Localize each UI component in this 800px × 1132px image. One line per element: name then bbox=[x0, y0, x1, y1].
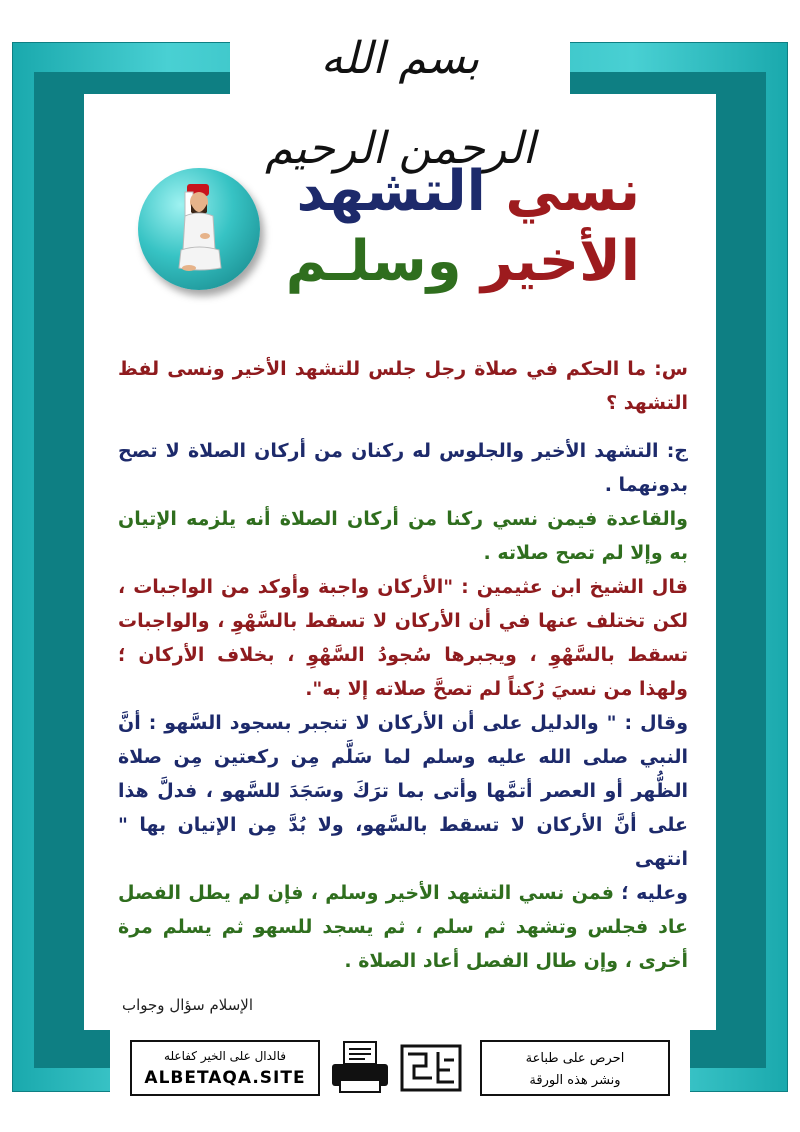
fatwa-body bbox=[118, 352, 688, 978]
title-word-nasiya: نسي bbox=[505, 159, 640, 224]
answer-paragraph-3: قال الشيخ ابن عثيمين : "الأركان واجبة وأوكد من الواجبات ، لكن تختلف عنها في أن الأركان لا تسقط بالسَّهْوِ ، والواجبات تسقط بالسَّهْوِ ، ويجبرها سُجودُ السَّهْوِ ، بخلاف الأركان ؛ ولهذا من نسيَ رُكناً لم تصحَّ صلاته إلا به". bbox=[118, 576, 688, 700]
source-citation: الإسلام سؤال وجواب bbox=[122, 996, 254, 1014]
seated-man-icon bbox=[169, 180, 229, 276]
title-word-sallam: وسلـم bbox=[285, 229, 462, 294]
footer-print-box bbox=[480, 1040, 670, 1096]
page-title bbox=[286, 158, 640, 298]
title-word-tashahhud: التشهد bbox=[296, 159, 486, 224]
footer-print-line1: احرص على طباعة bbox=[525, 1051, 625, 1066]
conclusion-text: فمن نسي التشهد الأخير وسلم ، فإن لم يطل الفصل عاد فجلس وتشهد ثم سلم ، ثم يسجد للسهو ثم يسلم مرة أخرى ، وإن طال الفصل أعاد الصلاة . bbox=[118, 882, 688, 972]
conclusion-lead: وعليه ؛ bbox=[621, 882, 688, 904]
title-line-1 bbox=[286, 158, 640, 226]
footer-print-line2: ونشر هذه الورقة bbox=[529, 1073, 621, 1088]
title-word-akhir: الأخير bbox=[481, 229, 640, 294]
printer-icon bbox=[328, 1040, 392, 1096]
dawah-logo bbox=[398, 1042, 464, 1094]
answer-paragraph-4: وقال : " والدليل على أن الأركان لا تنجبر بسجود السَّهو : أنَّ النبي صلى الله عليه وسلم لما سَلَّم مِن ركعتين مِن صلاة الظُّهر أو العصر أتمَّها وأتى بما ترَكَ وسَجَدَ للسَّهو ، فدلَّ هذا على أنَّ الأركان لا تسقط بالسَّهو، ولا بُدَّ مِن الإتيان بها " انتهى bbox=[118, 712, 688, 870]
answer-paragraph-2: والقاعدة فيمن نسي ركنا من أركان الصلاة أنه يلزمه الإتيان به وإلا لم تصح صلاته . bbox=[118, 508, 688, 564]
answer-paragraph-5 bbox=[118, 876, 688, 978]
footer-site-url[interactable]: ALBETAQA.SITE bbox=[144, 1068, 306, 1088]
footer-hadith-text: فالدال على الخير كفاعله bbox=[164, 1049, 286, 1063]
title-line-2 bbox=[286, 226, 640, 298]
footer-site-box bbox=[130, 1040, 320, 1096]
question-text: س: ما الحكم في صلاة رجل جلس للتشهد الأخير ونسى لفظ التشهد ؟ bbox=[118, 358, 688, 414]
basmala-calligraphy: بسم الله الرحمن الرحيم bbox=[265, 33, 535, 174]
answer-paragraph-1: ج: التشهد الأخير والجلوس له ركنان من أركان الصلاة لا تصح بدونهما . bbox=[118, 440, 688, 496]
praying-man-avatar bbox=[138, 168, 260, 290]
footer-bar bbox=[130, 1040, 670, 1102]
